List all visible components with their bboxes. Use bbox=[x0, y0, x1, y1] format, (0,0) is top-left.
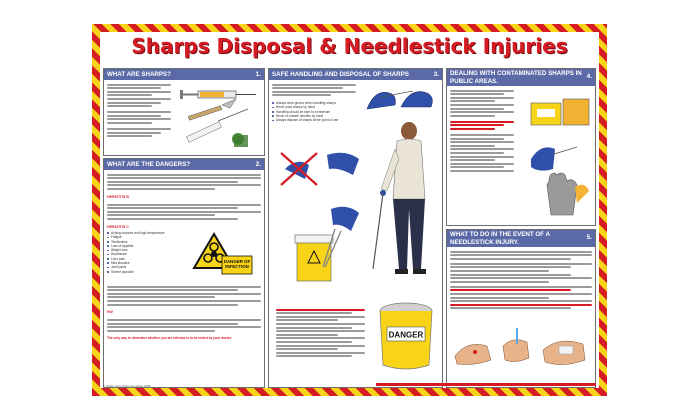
sharps-bin-icon bbox=[295, 235, 333, 281]
list-item: Loss of appetite bbox=[107, 244, 181, 248]
syringe-icon bbox=[180, 90, 256, 99]
panel-heading: SAFE HANDLING AND DISPOSAL OF SHARPS 3. bbox=[269, 69, 442, 80]
poster-border bbox=[92, 24, 607, 396]
list-item: Mild jaundice bbox=[107, 261, 181, 265]
danger-bin-illustration bbox=[373, 297, 439, 377]
danger-bin-label: DANGER bbox=[388, 330, 424, 340]
poster-title: Sharps Disposal & Needlestick Injuries bbox=[131, 34, 568, 58]
panel-heading: DEALING WITH CONTAMINATED SHARPS IN PUBLIC AREAS. 4. bbox=[447, 69, 595, 86]
bandaged-hand-icon bbox=[543, 341, 585, 364]
gloved-hands-illustration bbox=[361, 81, 441, 117]
list-item: Always dispose of sharps at the point of use bbox=[272, 118, 361, 122]
hepatitis-b-heading: HEPATITIS B bbox=[107, 194, 129, 199]
list-item: Weight loss bbox=[107, 248, 181, 252]
list-item: Severe jaundice bbox=[107, 270, 181, 274]
list-item: Fatigue bbox=[107, 235, 181, 239]
symptom-list bbox=[104, 230, 184, 282]
list-item: Tenderness bbox=[107, 240, 181, 244]
person-illustration bbox=[369, 119, 441, 289]
list-item: Joint pains bbox=[107, 265, 181, 269]
panel-what-are-the-dangers bbox=[103, 158, 265, 388]
disposal-kit-icon bbox=[531, 99, 589, 125]
panel-text-block bbox=[104, 80, 174, 141]
disposal-steps-illustration bbox=[275, 149, 365, 299]
protective-glove-icon bbox=[547, 173, 589, 215]
panel-text-block bbox=[104, 170, 264, 194]
list-item: Never pass sharps by hand bbox=[272, 105, 361, 109]
hiv-heading: HIV bbox=[107, 310, 113, 315]
footer-copyright: © Safety Sign Sub-Committee 2005 bbox=[103, 384, 151, 388]
contaminated-sharps-illustration bbox=[521, 89, 595, 225]
panel-contaminated-sharps bbox=[446, 68, 596, 226]
hepatitis-c-heading: HEPATITIS C bbox=[107, 224, 129, 229]
panel-safe-handling bbox=[268, 68, 443, 388]
poster-body bbox=[100, 32, 599, 388]
first-aid-illustration bbox=[451, 326, 593, 374]
list-item: Aching muscles and high temperature bbox=[107, 231, 181, 235]
panel-heading: WHAT ARE THE DANGERS? 2. bbox=[104, 159, 264, 170]
biohazard-sign bbox=[184, 230, 254, 282]
footer-disclaimer-line bbox=[376, 383, 596, 386]
handling-list bbox=[269, 100, 364, 123]
danger-sign-text: DANGER OF INFECTION bbox=[223, 258, 251, 269]
panel-heading: WHAT ARE SHARPS? 1. bbox=[104, 69, 264, 80]
bleeding-hand-icon bbox=[455, 344, 491, 364]
list-item: Liver pain bbox=[107, 257, 181, 261]
list-item: Always wear gloves when handling sharps bbox=[272, 101, 361, 105]
list-item: Handling should be kept to a minimum bbox=[272, 110, 361, 114]
panel-what-are-sharps bbox=[103, 68, 265, 156]
panel-heading: WHAT TO DO IN THE EVENT OF A NEEDLESTICK INJURY. 5. bbox=[447, 230, 595, 247]
panel-needlestick-injury bbox=[446, 229, 596, 388]
list-item: Depression bbox=[107, 252, 181, 256]
wrong-method-icon bbox=[281, 153, 317, 185]
washing-hands-icon bbox=[503, 328, 529, 362]
warning-line: The only way to determine whether you are infected is to be tested by your doctor. bbox=[107, 336, 232, 341]
hand-reaching-icon bbox=[327, 153, 359, 175]
sharps-illustration bbox=[178, 81, 264, 155]
gloved-hand-icon bbox=[531, 147, 577, 171]
list-item: Never re-sheath needles by hand bbox=[272, 114, 361, 118]
